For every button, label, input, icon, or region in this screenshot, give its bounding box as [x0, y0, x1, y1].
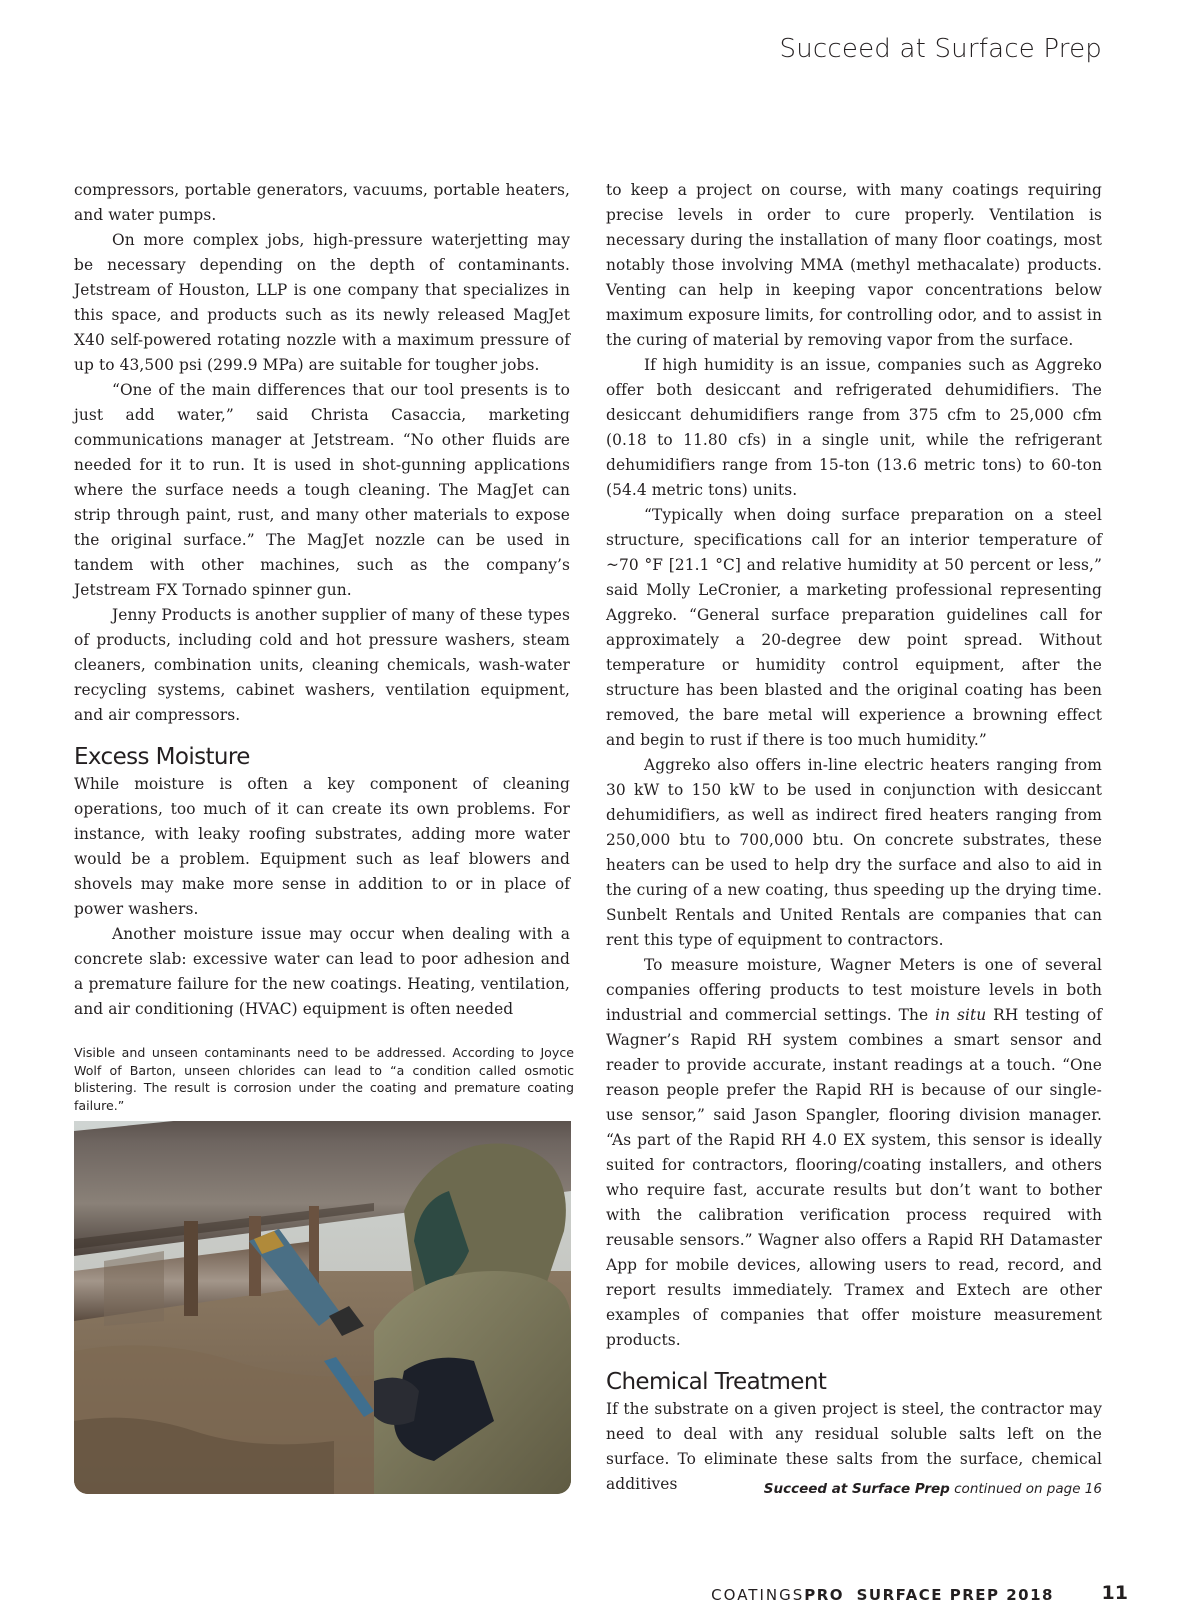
- footer-brand-bold: PRO: [804, 1586, 845, 1604]
- paragraph: While moisture is often a key component of cleaning operations, too much of it can create its own problems. For instance, with leaky roofing substrates, adding more water would be a problem. Equipment such as leaf blowers and shovels may make more sense in addition to or in place of power washers.: [74, 775, 570, 918]
- footer-brand-light: COATINGS: [711, 1586, 805, 1604]
- italic-term: in situ: [935, 1006, 987, 1024]
- photo-sandblasting-worker: [74, 1121, 571, 1494]
- paragraph-text: To measure moisture, Wagner Meters is one of several companies offering products to test moisture levels in both industrial and commercial settings. The: [606, 956, 1102, 1024]
- footer-publication: [711, 1586, 1054, 1604]
- paragraph: “One of the main differences that our tool presents is to just add water,” said Christa Casaccia, marketing communications manager at Jetstream. “No other fluids are needed for it to run. It is used in shot-gunning applications where the surface needs a tough cleaning. The MagJet can strip through paint, rust, and many other materials to expose the original surface.” The MagJet nozzle can be used in tandem with other machines, such as the company’s Jetstream FX Tornado spinner gun.: [74, 381, 570, 599]
- continued-suffix: continued on page 16: [949, 1481, 1102, 1497]
- paragraph: Aggreko also offers in-line electric heaters ranging from 30 kW to 150 kW to be used in conjunction with desiccant dehumidifiers, as well as indirect fired heaters ranging from 250,000 btu to 700,000 btu. On concrete substrates, these heaters can be used to help dry the surface and also to aid in the curing of a new coating, thus speeding up the drying time. Sunbelt Rentals and United Rentals are companies that can rent this type of equipment to contractors.: [606, 756, 1102, 949]
- paragraph: On more complex jobs, high-pressure waterjetting may be necessary depending on the depth of contaminants. Jetstream of Houston, LLP is one company that specializes in this space, and products such as its newly released MagJet X40 self-powered rotating nozzle with a maximum pressure of up to 43,500 psi (299.9 MPa) are suitable for tougher jobs.: [74, 231, 570, 374]
- paragraph: “Typically when doing surface preparation on a steel structure, specifications call for an interior temperature of ~70 °F [21.1 °C] and relative humidity at 50 percent or less,” said Molly LeCronier, a marketing professional representing Aggreko. “General surface preparation guidelines call for approximately a 20-degree dew point spread. Without temperature or humidity control equipment, after the structure has been blasted and the original coating has been removed, the bare metal will experience a browning effect and begin to rust if there is too much humidity.”: [606, 506, 1102, 749]
- paragraph-text: RH testing of Wagner’s Rapid RH system combines a smart sensor and reader to provide accurate, instant readings at a touch. “One reason people prefer the Rapid RH is because of our single-use sensor,” said Jason Spangler, flooring division manager. “As part of the Rapid RH 4.0 EX system, this sensor is ideally suited for contractors, flooring/coating installers, and others who require fast, accurate results but don’t want to bother with the calibration verification process required with reusable sensors.” Wagner also offers a Rapid RH Datamaster App for mobile devices, allowing users to read, record, and report results immediately. Tramex and Extech are other examples of companies that offer moisture measurement products.: [606, 1006, 1102, 1349]
- heading-excess-moisture: Excess Moisture: [74, 744, 250, 770]
- continued-note: [764, 1481, 1102, 1497]
- left-column: [74, 178, 570, 1022]
- footer-issue: SURFACE PREP 2018: [856, 1586, 1054, 1604]
- paragraph: Jenny Products is another supplier of many of these types of products, including cold and hot pressure washers, steam cleaners, combination units, cleaning chemicals, wash-water recycling systems, cabinet washers, ventilation equipment, and air compressors.: [74, 606, 570, 724]
- section-title: Succeed at Surface Prep: [779, 34, 1102, 64]
- paragraph: to keep a project on course, with many coatings requiring precise levels in order to cure properly. Ventilation is necessary during the installation of many floor coatings, most notably those involving MMA (methyl methacalate) products. Venting can help in keeping vapor concentrations below maximum exposure limits, for controlling odor, and to assist in the curing of material by removing vapor from the surface.: [606, 181, 1102, 349]
- paragraph: If the substrate on a given project is steel, the contractor may need to deal with any residual soluble salts left on the surface. To eliminate these salts from the surface, chemical additives: [606, 1400, 1102, 1493]
- paragraph: Another moisture issue may occur when dealing with a concrete slab: excessive water can lead to poor adhesion and a premature failure for the new coatings. Heating, ventilation, and air conditioning (HVAC) equipment is often needed: [74, 925, 570, 1018]
- paragraph: [606, 953, 1102, 1353]
- continued-title: Succeed at Surface Prep: [763, 1481, 950, 1497]
- heading-chemical-treatment: Chemical Treatment: [606, 1369, 827, 1395]
- photo-caption: Visible and unseen contaminants need to be addressed. According to Joyce Wolf of Barton, unseen chlorides can lead to “a condition called osmotic blistering. The result is corrosion under the coating and premature coating failure.”: [74, 1045, 574, 1113]
- paragraph: If high humidity is an issue, companies such as Aggreko offer both desiccant and refrigerated dehumidifiers. The desiccant dehumidifiers range from 375 cfm to 25,000 cfm (0.18 to 11.80 cfs) in a single unit, while the refrigerant dehumidifiers range from 15-ton (13.6 metric tons) to 60-ton (54.4 metric tons) units.: [606, 356, 1102, 499]
- paragraph: compressors, portable generators, vacuums, portable heaters, and water pumps.: [74, 181, 570, 224]
- page-number: 11: [1101, 1582, 1128, 1604]
- right-column: [606, 178, 1102, 1497]
